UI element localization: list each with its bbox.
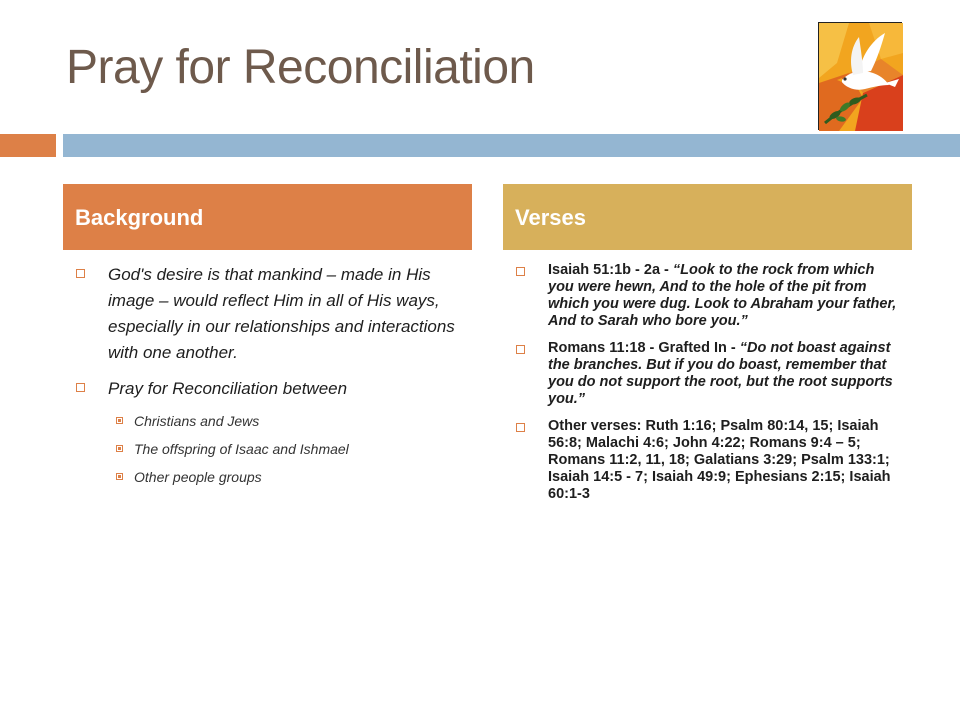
verse-reference: Isaiah 51:1b - 2a - (548, 262, 673, 278)
background-header: Background (63, 184, 472, 250)
verse-item (512, 418, 904, 503)
square-bullet-icon (76, 269, 85, 278)
filled-square-bullet-icon (116, 417, 123, 424)
dove-logo (818, 22, 902, 130)
filled-square-bullet-icon (116, 445, 123, 452)
accent-bar-blue (63, 134, 960, 157)
accent-bar-orange (0, 134, 56, 157)
dove-icon (819, 23, 903, 131)
verse-reference: Romans 11:18 - Grafted In - (548, 340, 740, 356)
verses-column (512, 262, 904, 513)
sub-list-item-text: The offspring of Isaac and Ishmael (134, 441, 349, 457)
square-bullet-icon (516, 423, 525, 432)
square-bullet-icon (516, 345, 525, 354)
verse-item (512, 340, 904, 408)
sub-list-item (72, 440, 464, 458)
list-item (72, 262, 464, 366)
sub-list-item (72, 412, 464, 430)
background-column (72, 262, 464, 496)
verses-header: Verses (503, 184, 912, 250)
sub-list-item-text: Christians and Jews (134, 413, 260, 429)
page-title: Pray for Reconciliation (66, 41, 535, 94)
square-bullet-icon (516, 267, 525, 276)
verse-item (512, 262, 904, 330)
filled-square-bullet-icon (116, 473, 123, 480)
list-item-text: God's desire is that mankind – made in His image – would reflect Him in all of His ways, especially in our relationships and interactions with one another. (108, 265, 455, 362)
sub-list-item (72, 468, 464, 486)
list-item-text: Pray for Reconciliation between (108, 379, 348, 398)
verse-quote: “Look to the rock from which you were hewn, And to the hole of the pit from which you were dug. Look to Abraham your father, And to Sarah who bore you.” (548, 262, 897, 329)
verse-quote: “Do not boast against the branches. But if you do boast, remember that you do not support the root, but the root supports you.” (548, 340, 893, 407)
list-item (72, 376, 464, 402)
sub-list-item-text: Other people groups (134, 469, 262, 485)
square-bullet-icon (76, 383, 85, 392)
verse-reference: Other verses: Ruth 1:16; Psalm 80:14, 15; Isaiah 56:8; Malachi 4:6; John 4:22; Romans 9:4 – 5; Romans 11:2, 11, 18; Galatians 3:29; Psalm 133:1; Isaiah 14:5 - 7; Isaiah 49:9; Ephesians 2:15; Isaiah 60:1-3 (548, 418, 891, 502)
